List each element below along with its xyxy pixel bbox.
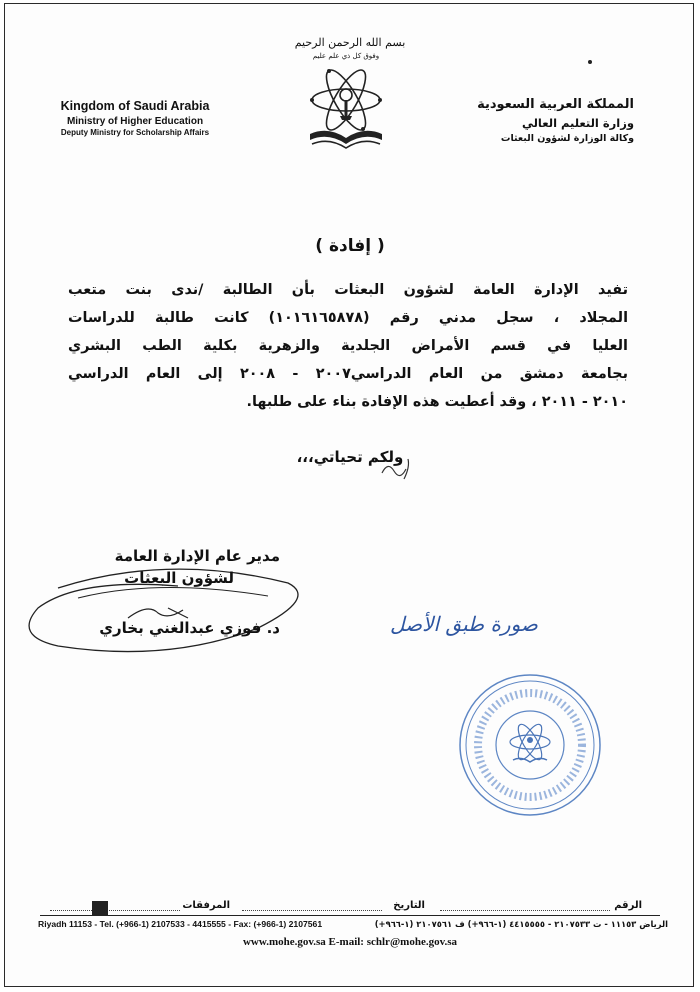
- body-line: تفيد الإدارة العامة لشؤون البعثات بأن الطالبة /ندى بنت متعب: [68, 282, 628, 298]
- atom-book-icon: [290, 60, 402, 158]
- country-name-ar: المملكة العربية السعودية: [477, 97, 634, 112]
- ministry-name-ar: وزارة التعليم العالي: [521, 115, 634, 130]
- footer-website-email: www.mohe.gov.sa E-mail: schlr@mohe.gov.sa: [242, 936, 458, 948]
- official-stamp: [455, 670, 605, 820]
- closing-greeting: ولكم تحياتي،،،: [296, 448, 404, 466]
- handwritten-initials: [378, 455, 418, 485]
- header-arabic: [444, 96, 634, 145]
- footer-reference-fields: [40, 900, 650, 914]
- signature-block: [40, 545, 280, 637]
- body-line: العليا في قسم الأمراض الجلدية والزهرية بكلية الطب البشري: [68, 338, 628, 354]
- attachments-label: المرفقات: [182, 900, 230, 911]
- footer-contact: [38, 919, 668, 933]
- redaction-mark: [92, 901, 108, 915]
- ministry-name-en: Ministry of Higher Education: [66, 115, 204, 127]
- signatory-name: د. فوزي عبدالغني بخاري: [99, 619, 280, 637]
- document-body: [68, 276, 628, 416]
- body-line: المجلاد ، سجل مدني رقم (١٠١٦١٦٥٨٧٨) كانت طالبة للدراسات: [68, 310, 628, 326]
- deputy-ministry-en: Deputy Ministry for Scholarship Affairs: [60, 128, 210, 138]
- footer-divider: [40, 915, 660, 916]
- body-line: بجامعة دمشق من العام الدراسي٢٠٠٧ - ٢٠٠٨ إلى العام الدراسي: [68, 366, 628, 382]
- country-name-en: Kingdom of Saudi Arabia: [60, 99, 210, 113]
- deputy-ministry-ar: وكالة الوزارة لشؤون البعثات: [500, 132, 634, 144]
- date-label: التاريخ: [393, 900, 425, 911]
- basmala: بسم الله الرحمن الرحيم: [294, 36, 406, 49]
- document-title: ( إفادة ): [315, 236, 385, 256]
- contact-arabic: الرياض ١١١٥٣ - ت ٢١٠٧٥٣٣ - ٤٤١٥٥٥٥ (١-٩٦٦+) ف ٢١٠٧٥٦١ (١-٩٦٦+): [374, 919, 668, 929]
- certified-copy-note: صورة طبق الأصل: [390, 612, 538, 636]
- date-dots: [242, 910, 382, 911]
- attachments-dots: [50, 910, 180, 911]
- header-english: [40, 98, 230, 139]
- contact-english: Riyadh 11153 - Tel. (+966-1) 2107533 - 4415555 - Fax: (+966-1) 2107561: [38, 919, 323, 929]
- logo-motto: وفوق كل ذي علم عليم: [312, 52, 380, 60]
- scan-dot: [588, 60, 592, 64]
- signatory-department: لشؤون البعثات: [124, 569, 234, 587]
- reference-dots: [440, 910, 610, 911]
- signatory-title: مدير عام الإدارة العامة: [114, 547, 280, 565]
- body-line: ٢٠١٠ - ٢٠١١ ، وقد أعطيت هذه الإفادة بناء على طلبها.: [246, 394, 628, 410]
- reference-label: الرقم: [614, 900, 642, 911]
- ministry-logo: [290, 52, 402, 162]
